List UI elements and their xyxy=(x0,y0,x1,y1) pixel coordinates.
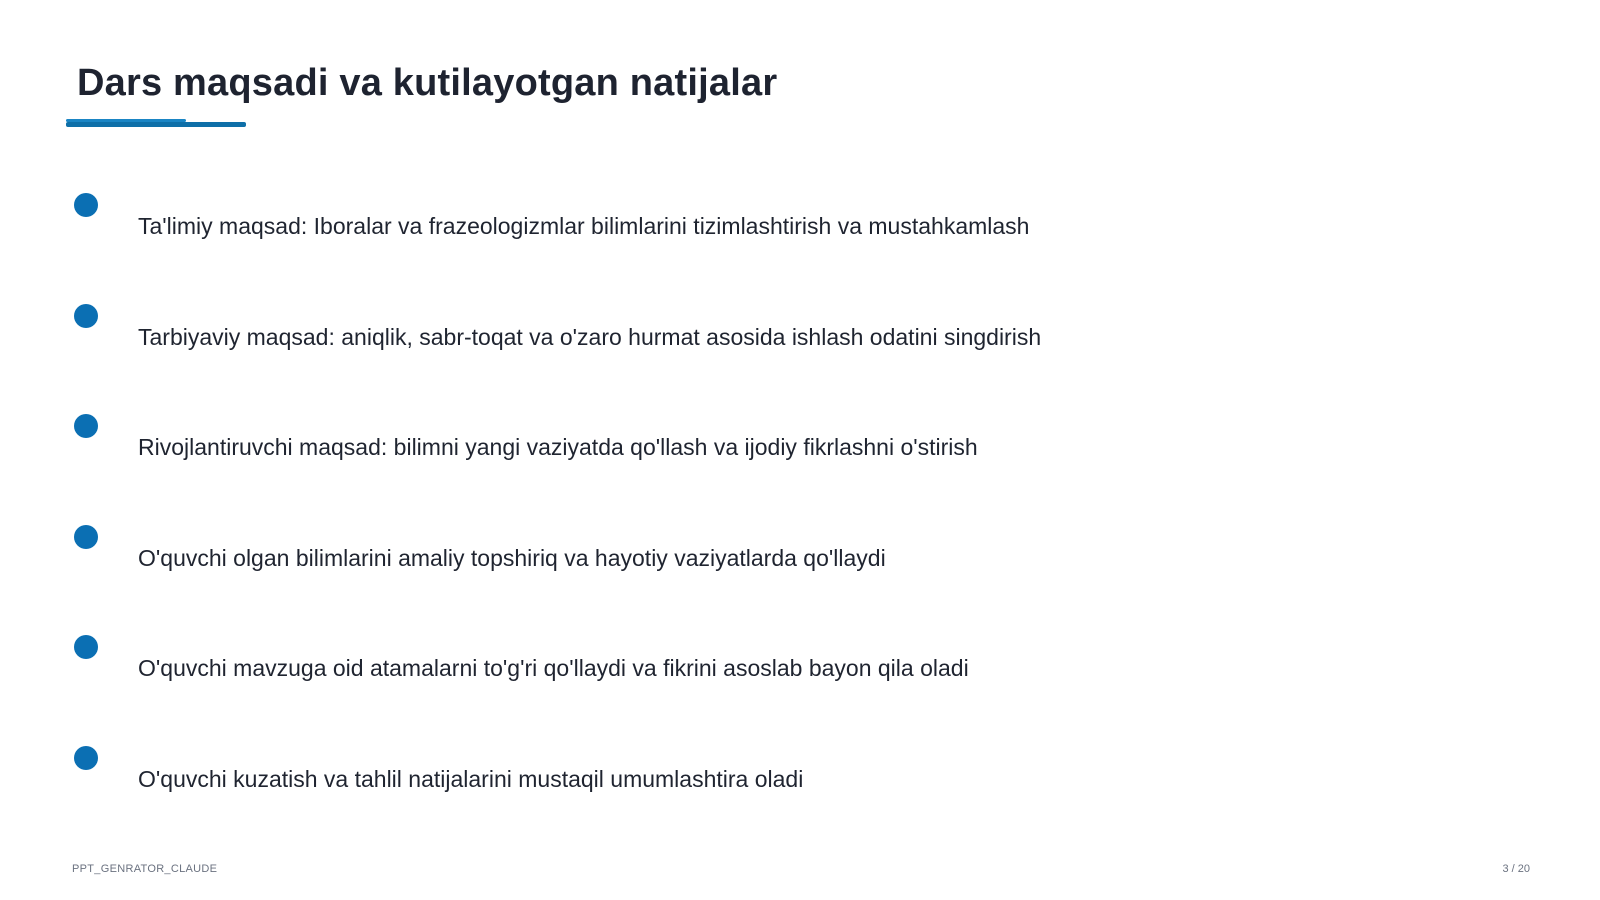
footer-source-label: PPT_GENRATOR_CLAUDE xyxy=(72,863,218,875)
bullet-text: O'quvchi olgan bilimlarini amaliy topshiriq va hayotiy vaziyatlarda qo'llaydi xyxy=(138,545,886,571)
bullet-dot-icon xyxy=(74,525,98,549)
list-item xyxy=(0,193,1600,273)
page-indicator: 3 / 20 xyxy=(1502,863,1530,875)
bullet-dot-icon xyxy=(74,304,98,328)
list-item xyxy=(0,304,1600,384)
bullet-dot-icon xyxy=(74,193,98,217)
list-item xyxy=(0,525,1600,605)
bullet-dot-icon xyxy=(74,635,98,659)
bullet-dot-icon xyxy=(74,746,98,770)
bullet-text: Ta'limiy maqsad: Iboralar va frazeologizmlar bilimlarini tizimlashtirish va mustahkamlash xyxy=(138,213,1030,239)
bullet-text: O'quvchi mavzuga oid atamalarni to'g'ri qo'llaydi va fikrini asoslab bayon qila oladi xyxy=(138,655,969,681)
list-item xyxy=(0,414,1600,494)
bullet-text: Rivojlantiruvchi maqsad: bilimni yangi vaziyatda qo'llash va ijodiy fikrlashni o'stirish xyxy=(138,434,978,460)
list-item xyxy=(0,635,1600,715)
bullet-dot-icon xyxy=(74,414,98,438)
list-item xyxy=(0,746,1600,826)
slide-title: Dars maqsadi va kutilayotgan natijalar xyxy=(77,62,778,104)
bullet-text: O'quvchi kuzatish va tahlil natijalarini mustaqil umumlashtira oladi xyxy=(138,766,804,792)
bullet-text: Tarbiyaviy maqsad: aniqlik, sabr-toqat va o'zaro hurmat asosida ishlash odatini singdirish xyxy=(138,324,1042,350)
